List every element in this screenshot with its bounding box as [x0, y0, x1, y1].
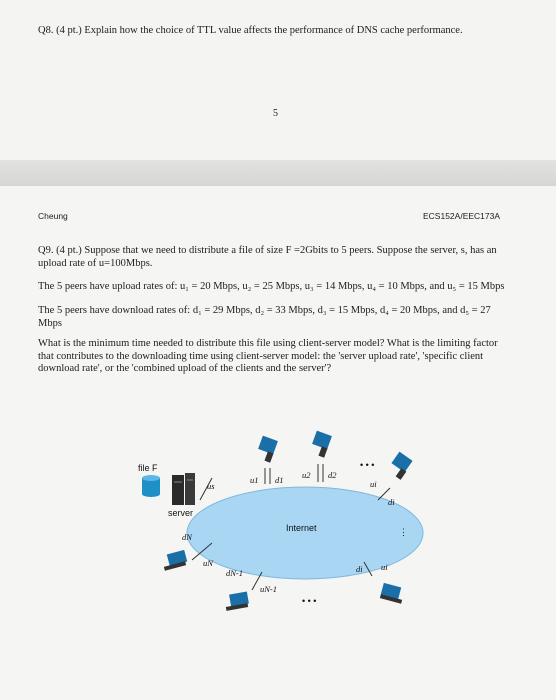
- dj-label: di: [356, 564, 363, 574]
- di-label: di: [388, 497, 395, 507]
- us-label: us: [207, 481, 215, 491]
- u1-label: u1: [250, 475, 259, 485]
- ui-label: ui: [370, 479, 377, 489]
- server-label: server: [168, 508, 194, 518]
- un-label: uN: [203, 558, 213, 568]
- database-icon: [142, 475, 160, 497]
- header-course: ECS152A/EEC173A: [423, 211, 501, 221]
- laptop-icon: [380, 583, 402, 604]
- dn-label: dN: [182, 532, 192, 542]
- question-9-prompt: What is the minimum time needed to distribute this file using client-server model? What is the limiting factor that contributes to the downloading time using client-server model: the 'server upload rate', 'specific client download rate', or the 'combined upload of the clients and the server'?: [38, 338, 498, 374]
- download-rates: The 5 peers have download rates of: d₁ = 29 Mbps, d₂ = 33 Mbps, d₃ = 15 Mbps, d₄ = 20 Mbps, and d₅ = 27 Mbps: [38, 305, 491, 329]
- top-ellipsis: • • •: [360, 460, 375, 470]
- page-number: 5: [273, 108, 278, 119]
- server-icon: [172, 473, 195, 505]
- right-vertical-ellipsis: ⋮: [399, 527, 408, 537]
- question-9-intro: Q9. (4 pt.) Suppose that we need to distribute a file of size F =2Gbits to 5 peers. Suppose the server, s, has an upload rate of u=100Mbps.: [38, 245, 497, 269]
- question-8: Q8. (4 pt.) Explain how the choice of TTL value affects the performance of DNS cache performance.: [38, 25, 463, 36]
- dn1-label: dN-1: [226, 568, 243, 578]
- d1-label: d1: [275, 475, 284, 485]
- un1-label: uN-1: [260, 584, 277, 594]
- header-author: Cheung: [38, 211, 68, 221]
- laptop-icon: [164, 550, 187, 571]
- laptop-icon: [391, 452, 412, 480]
- file-label: file F: [138, 463, 158, 473]
- bottom-ellipsis: • • •: [302, 596, 317, 606]
- laptop-icon: [226, 592, 249, 611]
- d2-label: d2: [328, 470, 337, 480]
- internet-label: Internet: [286, 523, 317, 533]
- uj-label: ui: [381, 562, 388, 572]
- upload-rates: The 5 peers have upload rates of: u₁ = 20 Mbps, u₂ = 25 Mbps, u₃ = 14 Mbps, u₄ = 10 Mbps, and u₅ = 15 Mbps: [38, 281, 505, 292]
- u2-label: u2: [302, 470, 311, 480]
- laptop-icon: [312, 431, 332, 458]
- laptop-icon: [258, 436, 278, 463]
